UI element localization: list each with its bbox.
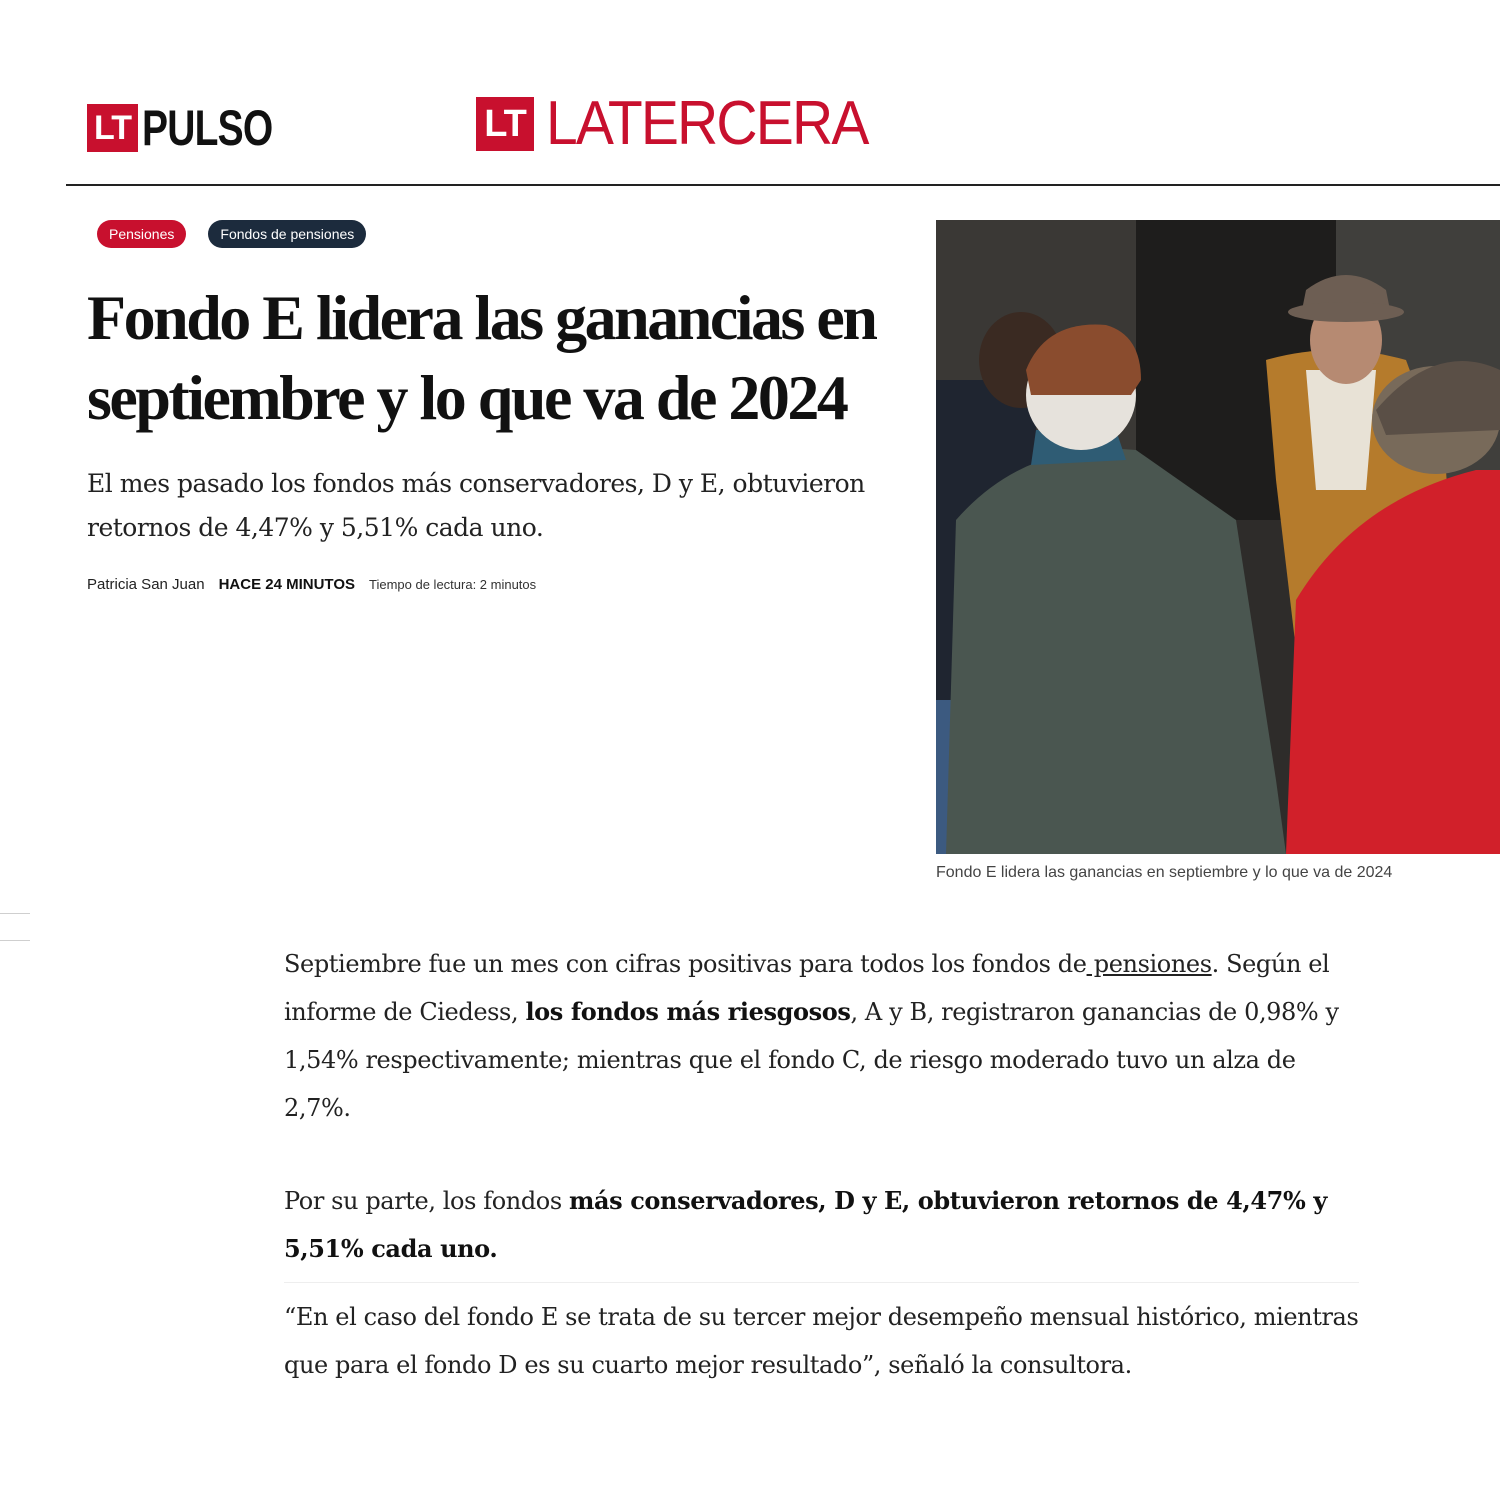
link-pensiones[interactable]: pensiones: [1086, 950, 1212, 978]
paragraph-1: [284, 940, 1364, 1132]
article-photo: [936, 220, 1500, 854]
paragraph-separator: [284, 1282, 1359, 1283]
tag-pensiones[interactable]: Pensiones: [97, 220, 186, 248]
paragraph-1-text-c: , A y B, registraron ganancias de 0,98% y 1,54% respectivamente; mientras que el fondo C, de riesgo moderado tuvo un alza de 2,7%.: [284, 998, 1339, 1122]
latercera-wordmark: LATERCERA: [546, 89, 868, 158]
side-divider-bottom: [0, 940, 30, 941]
paragraph-1-bold: los fondos más riesgosos: [525, 997, 851, 1026]
side-divider-top: [0, 913, 30, 914]
paragraph-1-text-a: Septiembre fue un mes con cifras positivas para todos los fondos de: [284, 950, 1087, 978]
paragraph-1-text-b: . Según el informe de Ciedess,: [284, 950, 1330, 1026]
paragraph-2-bold: más conservadores, D y E, obtuvieron retornos de 4,47% y 5,51% cada uno.: [284, 1186, 1327, 1263]
author-name[interactable]: Patricia San Juan: [87, 576, 205, 593]
byline: [87, 576, 536, 593]
pulso-logo[interactable]: [87, 100, 309, 156]
paragraph-2-text: Por su parte, los fondos: [284, 1187, 569, 1215]
header-divider: [66, 184, 1500, 186]
article-deck: El mes pasado los fondos más conservadores, D y E, obtuvieron retornos de 4,47% y 5,51% cada uno.: [87, 469, 865, 542]
published-time: HACE 24 MINUTOS: [218, 576, 355, 593]
article-headline: Fondo E lidera las ganancias en septiembre y lo que va de 2024: [87, 282, 876, 433]
pulso-lt-mark: LT: [87, 104, 138, 152]
pulso-wordmark: PULSO: [142, 100, 273, 156]
photo-caption: Fondo E lidera las ganancias en septiembre y lo que va de 2024: [936, 864, 1393, 881]
latercera-logo[interactable]: [476, 89, 896, 158]
reading-time: Tiempo de lectura: 2 minutos: [369, 577, 537, 592]
article-tags: [97, 220, 366, 248]
paragraph-2: [284, 1177, 1364, 1273]
tag-fondos-de-pensiones[interactable]: Fondos de pensiones: [208, 220, 366, 248]
latercera-lt-mark: LT: [476, 97, 534, 151]
paragraph-3-quote: “En el caso del fondo E se trata de su tercer mejor desempeño mensual histórico, mientras que para el fondo D es su cuarto mejor resultado”, señaló la consultora.: [284, 1303, 1359, 1379]
